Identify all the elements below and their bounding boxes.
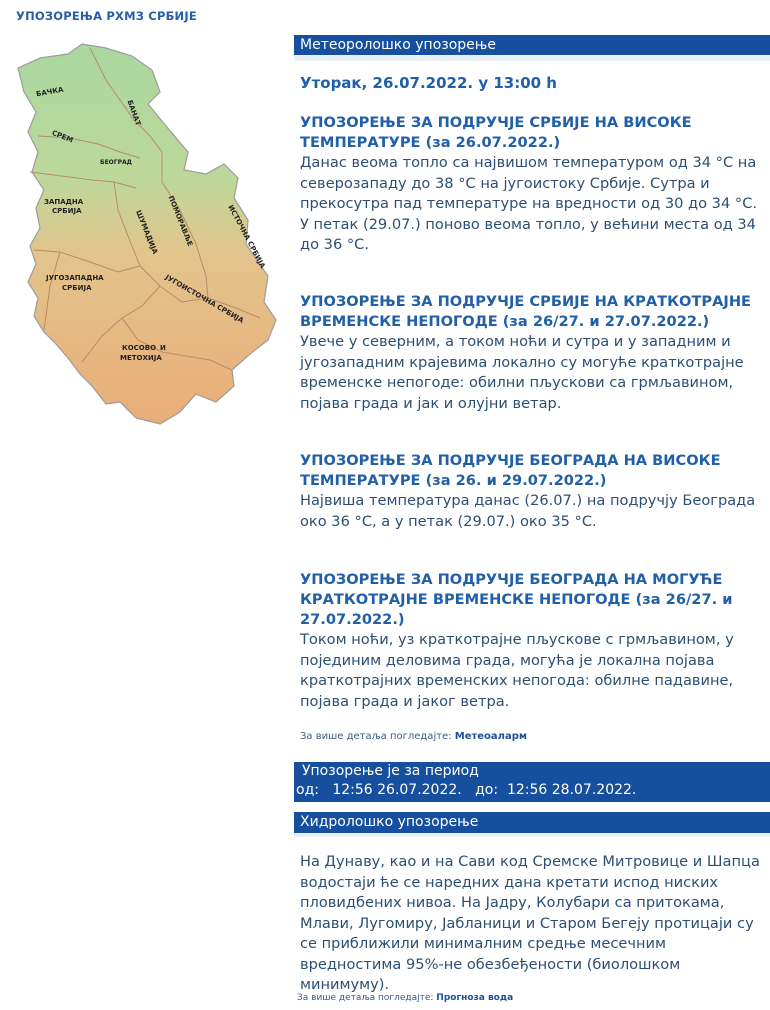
water-forecast-link[interactable]: Прогноза вода bbox=[436, 993, 514, 1003]
hydro-header-title: Хидролошко упозорење bbox=[300, 814, 479, 830]
warning-title-3: УПОЗОРЕЊЕ ЗА ПОДРУЧЈЕ БЕОГРАДА НА ВИСОКЕ ТЕМПЕРАТУРЕ (за 26. и 29.07.2022.) bbox=[300, 452, 721, 489]
warning-body-4: Током ноћи, уз краткотрајне пљускове с грмљавином, у појединим деловима града, могућа је локална појава краткотрајних временских непогода: обилне падавине, појава града и јаког ветра. bbox=[300, 631, 734, 710]
region-label-beograd: БЕОГРАД bbox=[100, 159, 132, 166]
warning-body-2: Увече у северним, а током ноћи и сутра и у западним и југозападним крајевима локално су могуће краткотрајне временске непогоде: обилни пљускови са грмљавином, појава града и јак и олујни ветар. bbox=[300, 333, 744, 412]
region-label-kosovo-1: КОСОВО bbox=[122, 344, 157, 352]
warning-section-4 bbox=[300, 570, 770, 712]
warning-title-1: УПОЗОРЕЊЕ ЗА ПОДРУЧЈЕ СРБИЈЕ НА ВИСОКЕ ТЕМПЕРАТУРЕ (за 26.07.2022.) bbox=[300, 114, 692, 151]
region-label-pomoravlje: ПОМОРАВЉЕ bbox=[166, 194, 195, 248]
region-label-jugoistocna-srbija: ЈУГОИСТОЧНА СРБИЈА bbox=[163, 273, 245, 325]
hydro-details-line bbox=[297, 993, 513, 1003]
meteo-header-underline bbox=[294, 55, 770, 61]
warning-body-1b: У петак (29.07.) поново веома топло, у већини места од 34 до 36 °C. bbox=[300, 215, 756, 253]
warning-section-1 bbox=[300, 113, 770, 256]
period-to-label: до: bbox=[475, 782, 499, 798]
hydro-header bbox=[294, 812, 770, 833]
warning-body-3: Највиша температура данас (26.07.) на подручју Београда око 36 °C, а у петак (29.07.) око 35 °C. bbox=[300, 492, 756, 530]
period-from-label: од: bbox=[296, 782, 319, 798]
hydro-body: На Дунаву, као и на Сави код Сремске Митровице и Шапца водостаји ће се наредних дана кретати испод ниских пловидбених нивоа. На Јадру, Колубари са притокама, Млави, Лугомиру, Јабланици и Старом Бегеју протицаји су се приближили минималним средње месечним вредностима 95%-не обезбеђености (биолошком минимуму). bbox=[300, 853, 760, 993]
region-label-kosovo-3: МЕТОХИЈА bbox=[120, 354, 162, 362]
region-label-banat: БАНАТ bbox=[125, 98, 143, 127]
region-label-srem: СРЕМ bbox=[50, 128, 75, 145]
region-label-kosovo-2: И bbox=[160, 344, 166, 352]
region-label-jugozapadna-srbija-2: СРБИЈА bbox=[62, 284, 92, 292]
region-label-jugozapadna-srbija-1: ЈУГОЗАПАДНА bbox=[46, 274, 104, 282]
meteo-header bbox=[294, 35, 770, 55]
warning-section-2 bbox=[300, 292, 770, 414]
hydro-header-underline bbox=[294, 833, 770, 837]
warning-title-4: УПОЗОРЕЊЕ ЗА ПОДРУЧЈЕ БЕОГРАДА НА МОГУЋЕ КРАТКОТРАЈНЕ ВРЕМЕНСКЕ НЕПОГОДЕ (за 26/27. и 27.07.2022.) bbox=[300, 571, 733, 628]
period-bar bbox=[294, 762, 770, 802]
warning-section-3 bbox=[300, 451, 770, 532]
warning-title-2: УПОЗОРЕЊЕ ЗА ПОДРУЧЈЕ СРБИЈЕ НА КРАТКОТРАЈНЕ ВРЕМЕНСКЕ НЕПОГОДЕ (за 26/27. и 27.07.2022.) bbox=[300, 293, 752, 330]
meteo-details-line bbox=[300, 731, 527, 742]
region-label-backa: БАЧКА bbox=[35, 85, 65, 99]
period-range bbox=[294, 781, 770, 800]
region-label-zapadna-srbija-2: СРБИЈА bbox=[52, 207, 82, 215]
period-to-value: 12:56 28.07.2022. bbox=[506, 782, 637, 798]
serbia-regions-map[interactable] bbox=[10, 40, 282, 430]
meteo-header-title: Метеоролошко упозорење bbox=[300, 37, 496, 53]
region-label-zapadna-srbija-1: ЗАПАДНА bbox=[44, 198, 84, 206]
region-label-istocna-srbija: ИСТОЧНА СРБИЈА bbox=[226, 203, 267, 270]
hydro-details-prefix: За више детаља погледајте: bbox=[297, 993, 434, 1003]
issue-date: Уторак, 26.07.2022. у 13:00 h bbox=[300, 74, 557, 92]
region-label-sumadija: ШУМАДИЈА bbox=[134, 209, 160, 256]
meteo-details-prefix: За више детаља погледајте: bbox=[300, 731, 452, 742]
page-title: УПОЗОРЕЊА РХМЗ СРБИЈЕ bbox=[16, 9, 197, 23]
meteoalarm-link[interactable]: Метеоаларм bbox=[454, 731, 528, 742]
period-title: Упозорење је за период bbox=[302, 763, 479, 779]
warning-body-1: Данас веома топло са највишом температуром од 34 °C на северозападу до 38 °C на југоистоку Србије. Сутра и прекосутра пад температуре на вредности од 30 до 34 °C. bbox=[300, 154, 758, 212]
period-from-value: 12:56 26.07.2022. bbox=[332, 782, 462, 798]
